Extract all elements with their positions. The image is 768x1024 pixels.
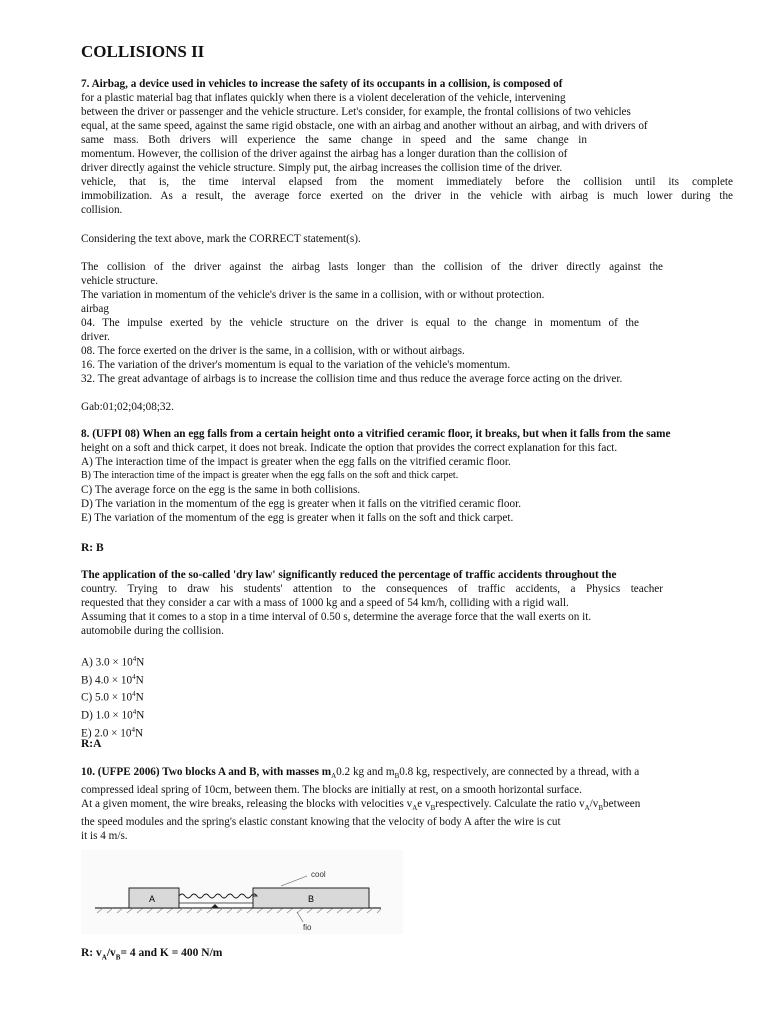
question-7-line: between the driver or passenger and the vehicle structure. Let's consider, for example, the frontal collisions of two vehicles <box>81 106 631 118</box>
question-8 <box>81 427 733 525</box>
question-7-heading: 7. Airbag, a device used in vehicles to increase the safety of its occupants in a collision, is composed of <box>81 78 563 90</box>
answer-key: R: B <box>81 542 104 554</box>
option-a <box>81 652 733 670</box>
question-10-line <box>81 797 733 815</box>
unit: N <box>135 692 144 705</box>
answer-key: Gab:01;02;04;08;32. <box>81 401 174 413</box>
page-title: COLLISIONS II <box>81 42 205 61</box>
option-d <box>81 705 733 723</box>
exponent: 4 <box>132 672 136 681</box>
option-c: C) The average force on the egg is the same in both collisions. <box>81 484 361 496</box>
question-9-answer <box>81 737 733 751</box>
question-7-line: for a plastic material bag that inflates quickly when there is a violent deceleration of the vehicle, intervening <box>81 92 566 104</box>
subscript: A <box>101 953 107 962</box>
option-text: B) 4.0 × 10 <box>81 674 133 687</box>
line-text: between <box>603 798 641 811</box>
unit: N <box>134 727 144 740</box>
exponent: 4 <box>132 708 137 717</box>
question-7-line: immobilization. As a result, the average force exerted on the driver in the vehicle with airbag is much lower during the <box>81 190 733 202</box>
cool-label: cool <box>311 870 326 879</box>
subscript: B <box>394 772 400 781</box>
option-c <box>81 687 733 705</box>
question-8-line: height on a soft and thick carpet, it does not break. Indicate the option that provides the correct explanation for this fact. <box>81 442 618 454</box>
exponent: 4 <box>132 655 137 663</box>
heading-text: 0.8 kg, respectively, are connected by a thread, with a <box>399 766 640 778</box>
answer-key <box>81 946 733 964</box>
question-10-line: compressed ideal spring of 10cm, between them. The blocks are initially at rest, on a smooth horizontal surface. <box>81 784 582 797</box>
block-a-label: A <box>148 894 156 904</box>
heading-text: 0.2 kg and m <box>336 766 395 778</box>
question-10 <box>81 765 733 843</box>
option-text: E) 2.0 × 10 <box>81 727 132 740</box>
option-line: airbag <box>81 303 109 315</box>
subscript: B <box>115 953 121 962</box>
question-7-prompt <box>81 232 733 246</box>
unit: N <box>135 674 144 687</box>
option-line: The variation in momentum of the vehicle's driver is the same in a collision, with or without protection. <box>81 289 545 301</box>
question-9-line: country. Trying to draw his students' attention to the consequences of traffic accidents, a Physics teacher <box>81 583 663 595</box>
question-7-options <box>81 260 733 386</box>
question-10-answer <box>81 946 733 964</box>
question-10-line: the speed modules and the spring's elastic constant knowing that the velocity of body A after the wire is cut <box>81 816 561 829</box>
blocks-spring-diagram <box>81 850 403 934</box>
unit: N <box>136 656 145 669</box>
heading-text: 10. (UFPE 2006) Two blocks A and B, with masses m <box>81 766 332 778</box>
question-8-heading: 8. (UFPI 08) When an egg falls from a certain height onto a vitrified ceramic floor, it breaks, but when it falls from the same <box>81 428 671 440</box>
option-line: 08. The force exerted on the driver is the same, in a collision, with or without airbags. <box>81 345 465 357</box>
question-7-line: same mass. Both drivers will experience the same change in speed and the same change in <box>81 134 587 146</box>
question-7-line: driver directly against the vehicle structure. Simply put, the airbag increases the collision time of the driver. <box>81 162 563 174</box>
option-a: A) The interaction time of the impact is greater when the egg falls on the vitrified ceramic floor. <box>81 456 511 468</box>
option-line: driver. <box>81 331 110 343</box>
exponent: 4 <box>132 690 136 699</box>
question-7 <box>81 77 733 217</box>
question-10-line: it is 4 m/s. <box>81 830 128 843</box>
question-7-line: momentum. However, the collision of the driver against the airbag has a longer duration than the collision of <box>81 148 568 160</box>
question-7-answer <box>81 400 733 414</box>
subscript: A <box>331 772 337 781</box>
option-text: D) 1.0 × 10 <box>81 709 133 722</box>
subscript: A <box>584 804 590 813</box>
question-9 <box>81 568 733 638</box>
answer-text: /v <box>106 947 116 959</box>
option-line: The collision of the driver against the airbag lasts longer than the collision of the driver directly against the <box>81 261 663 273</box>
line-text: /v <box>589 798 599 811</box>
question-10-heading <box>81 765 733 783</box>
answer-key: R:A <box>81 738 102 750</box>
option-line: 32. The great advantage of airbags is to increase the collision time and thus reduce the average force acting on the driver. <box>81 373 623 385</box>
question-9-line: requested that they consider a car with a mass of 1000 kg and a speed of 54 km/h, colliding with a rigid wall. <box>81 597 569 609</box>
question-9-heading: The application of the so-called 'dry law' significantly reduced the percentage of traffic accidents throughout the <box>81 569 617 581</box>
option-line: vehicle structure. <box>81 275 159 287</box>
option-text: C) 5.0 × 10 <box>81 692 133 705</box>
fio-label: fio <box>303 923 312 932</box>
unit: N <box>136 709 145 722</box>
question-9-options <box>81 652 733 741</box>
question-7-line: equal, at the same speed, against the same rigid obstacle, one with an airbag and another without an airbag, and with drivers of <box>81 120 648 132</box>
subscript: B <box>598 804 604 813</box>
question-8-answer <box>81 541 733 555</box>
option-line: 16. The variation of the driver's momentum is equal to the variation of the vehicle's momentum. <box>81 359 511 371</box>
answer-text: = 4 and K = 400 N/m <box>120 947 223 959</box>
option-text: A) 3.0 × 10 <box>81 656 133 669</box>
option-e: E) The variation of the momentum of the egg is greater when it falls on the soft and thick carpet. <box>81 512 514 524</box>
line-text: e v <box>417 798 431 811</box>
question-9-line: Assuming that it comes to a stop in a time interval of 0.50 s, determine the average force that the wall exerts on it. <box>81 611 592 623</box>
line-text: At a given moment, the wire breaks, releasing the blocks with velocities v <box>81 798 413 811</box>
subscript: A <box>412 804 418 813</box>
option-line: 04. The impulse exerted by the vehicle structure on the driver is equal to the change in momentum of the <box>81 317 639 329</box>
question-7-line: vehicle, that is, the time interval elapsed from the moment immediately before the collision until its complete <box>81 176 733 188</box>
question-7-prompt-text: Considering the text above, mark the CORRECT statement(s). <box>81 233 361 245</box>
question-7-line: collision. <box>81 204 123 216</box>
blocks-spring-figure <box>81 850 403 934</box>
block-b-label: B <box>307 894 315 904</box>
exponent: 4 <box>131 725 135 734</box>
option-b <box>81 670 733 688</box>
question-9-line: automobile during the collision. <box>81 625 224 637</box>
option-d: D) The variation in the momentum of the egg is greater when it falls on the vitrified ceramic floor. <box>81 498 522 510</box>
line-text: respectively. Calculate the ratio v <box>435 798 585 811</box>
option-b: B) The interaction time of the impact is greater when the egg falls on the soft and thick carpet. <box>81 470 459 481</box>
answer-text: R: v <box>81 947 102 959</box>
subscript: B <box>430 804 436 813</box>
